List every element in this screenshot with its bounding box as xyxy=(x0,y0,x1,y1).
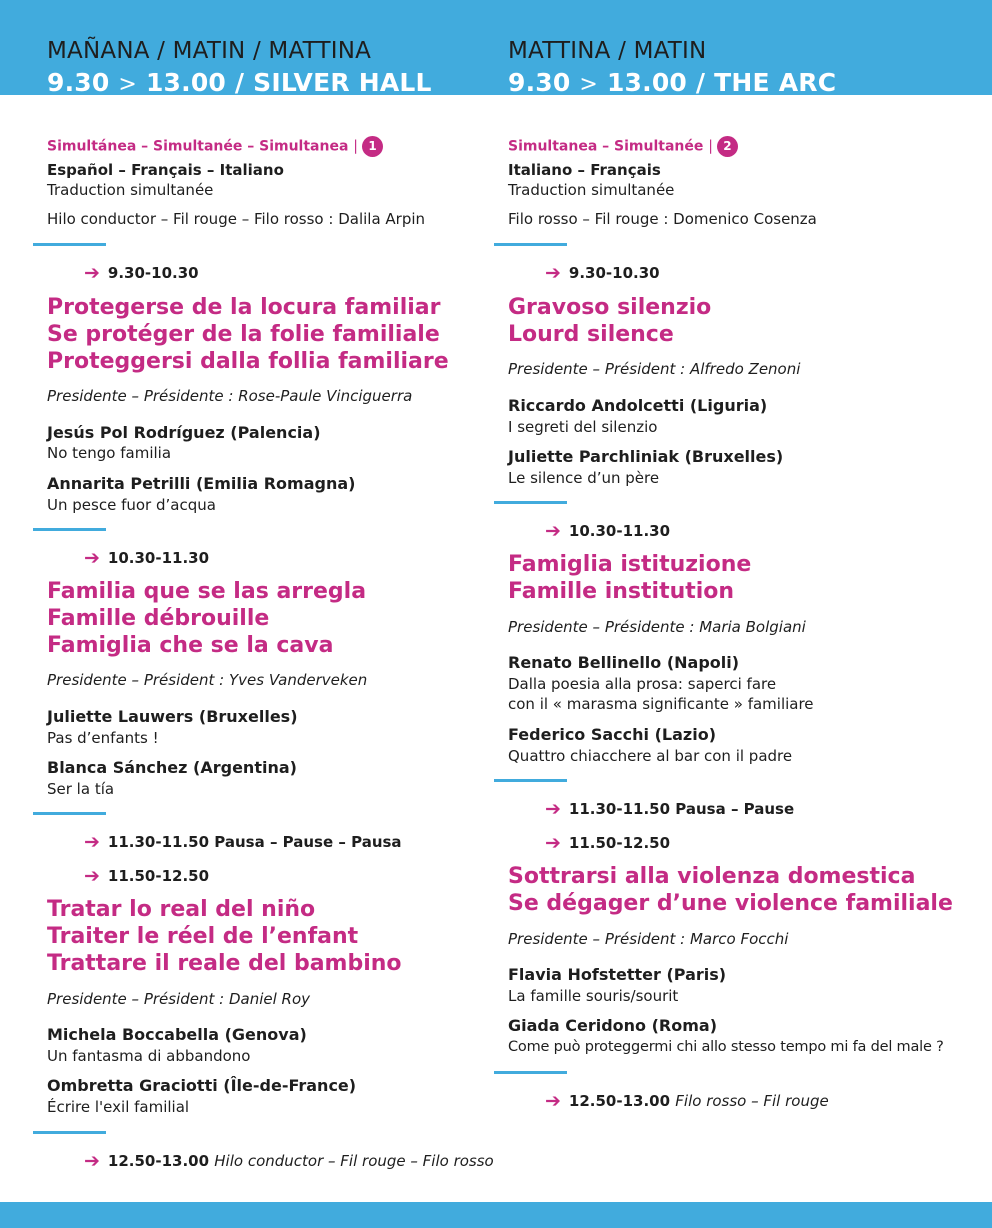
divider xyxy=(33,243,106,246)
talk-title: No tengo familia xyxy=(47,444,172,462)
session-title: Gravoso silenzio Lourd silence xyxy=(508,295,712,347)
arrow-right-icon: ➔ xyxy=(545,832,561,854)
session-president: Presidente – Présidente : Rose-Paule Vinciguerra xyxy=(47,387,413,405)
divider xyxy=(494,1071,567,1074)
talk-title: Un fantasma di abbandono xyxy=(47,1047,251,1065)
talk-title: I segreti del silenzio xyxy=(508,418,658,436)
session-president: Presidente – Président : Daniel Roy xyxy=(47,990,311,1008)
session-time: ➔ 9.30-10.30 xyxy=(545,262,660,284)
speaker-name: Juliette Lauwers (Bruxelles) xyxy=(47,707,298,726)
session-president: Presidente – Présidente : Maria Bolgiani xyxy=(508,618,806,636)
talk-title: Écrire l'exil familial xyxy=(47,1098,190,1116)
speaker-name: Renato Bellinello (Napoli) xyxy=(508,653,740,672)
column-header-time-room: 9.30 > 13.00 / THE ARC xyxy=(508,68,837,97)
talk-title: Dalla poesia alla prosa: saperci fare con il « marasma significante » familiare xyxy=(508,675,814,713)
session-title: Famiglia istituzione Famille institution xyxy=(508,552,752,604)
divider xyxy=(494,243,567,246)
talk-title: Un pesce fuor d’acqua xyxy=(47,496,216,514)
session-time: ➔ 9.30-10.30 xyxy=(84,262,199,284)
speaker-name: Giada Ceridono (Roma) xyxy=(508,1016,718,1035)
session-president: Presidente – Président : Marco Focchi xyxy=(508,930,789,948)
speaker-name: Flavia Hofstetter (Paris) xyxy=(508,965,727,984)
session-time: ➔ 10.30-11.30 xyxy=(84,547,210,569)
session-title: Tratar lo real del niño Traiter le réel de l’enfant Trattare il reale del bambino xyxy=(47,897,402,976)
pause-time: ➔ 11.30-11.50 Pausa – Pause xyxy=(545,798,795,820)
arrow-right-icon: ➔ xyxy=(84,547,100,569)
closing-time: ➔ 12.50-13.00 Filo rosso – Fil rouge xyxy=(545,1090,829,1112)
speaker-name: Jesús Pol Rodríguez (Palencia) xyxy=(47,423,321,442)
speaker-name: Juliette Parchliniak (Bruxelles) xyxy=(508,447,784,466)
channel-badge: 1 xyxy=(362,136,383,157)
session-time: ➔ 10.30-11.30 xyxy=(545,520,671,542)
languages: Español – Français – Italiano xyxy=(47,161,284,179)
arrow-right-icon: ➔ xyxy=(545,262,561,284)
translation-note: Traduction simultanée xyxy=(47,181,214,199)
speaker-name: Michela Boccabella (Genova) xyxy=(47,1025,307,1044)
translation-note: Traduction simultanée xyxy=(508,181,675,199)
session-president: Presidente – Président : Yves Vanderveken xyxy=(47,671,368,689)
speaker-name: Riccardo Andolcetti (Liguria) xyxy=(508,396,768,415)
divider xyxy=(33,812,106,815)
session-time: ➔ 11.50-12.50 xyxy=(84,865,210,887)
talk-title: Ser la tía xyxy=(47,780,115,798)
speaker-name: Annarita Petrilli (Emilia Romagna) xyxy=(47,474,356,493)
thread-moderator: Filo rosso – Fil rouge : Domenico Cosenza xyxy=(508,210,817,228)
languages: Italiano – Français xyxy=(508,161,661,179)
talk-title: Pas d’enfants ! xyxy=(47,729,159,747)
simultaneous-label: Simultánea – Simultanée – Simultanea | 1 xyxy=(47,136,383,157)
divider xyxy=(33,528,106,531)
session-president: Presidente – Président : Alfredo Zenoni xyxy=(508,360,801,378)
talk-title: La famille souris/sourit xyxy=(508,987,679,1005)
divider xyxy=(494,779,567,782)
session-time: ➔ 11.50-12.50 xyxy=(545,832,671,854)
speaker-name: Blanca Sánchez (Argentina) xyxy=(47,758,297,777)
thread-moderator: Hilo conductor – Fil rouge – Filo rosso : Dalila Arpin xyxy=(47,210,426,228)
session-title: Sottrarsi alla violenza domestica Se dégager d’une violence familiale xyxy=(508,864,953,916)
column-header-session: MAÑANA / MATIN / MATTINA xyxy=(47,38,372,64)
simultaneous-label: Simultanea – Simultanée | 2 xyxy=(508,136,738,157)
arrow-right-icon: ➔ xyxy=(545,520,561,542)
footer-band xyxy=(0,1202,992,1228)
column-header-time-room: 9.30 > 13.00 / SILVER HALL xyxy=(47,68,432,97)
column-header-session: MATTINA / MATIN xyxy=(508,38,707,64)
arrow-right-icon: ➔ xyxy=(545,1090,561,1112)
session-title: Protegerse de la locura familiar Se protéger de la folie familiale Proteggersi dalla follia familiare xyxy=(47,295,449,374)
talk-title: Quattro chiacchere al bar con il padre xyxy=(508,747,793,765)
speaker-name: Federico Sacchi (Lazio) xyxy=(508,725,716,744)
arrow-right-icon: ➔ xyxy=(84,1150,100,1172)
arrow-right-icon: ➔ xyxy=(545,798,561,820)
pause-time: ➔ 11.30-11.50 Pausa – Pause – Pausa xyxy=(84,831,402,853)
closing-time: ➔ 12.50-13.00 Hilo conductor – Fil rouge – Filo rosso xyxy=(84,1150,494,1172)
arrow-right-icon: ➔ xyxy=(84,831,100,853)
divider xyxy=(33,1131,106,1134)
arrow-right-icon: ➔ xyxy=(84,262,100,284)
channel-badge: 2 xyxy=(717,136,738,157)
divider xyxy=(494,501,567,504)
arrow-right-icon: ➔ xyxy=(84,865,100,887)
speaker-name: Ombretta Graciotti (Île-de-France) xyxy=(47,1076,357,1095)
talk-title: Come può proteggermi chi allo stesso tempo mi fa del male ? xyxy=(508,1039,944,1055)
talk-title: Le silence d’un père xyxy=(508,469,660,487)
session-title: Familia que se las arregla Famille débrouille Famiglia che se la cava xyxy=(47,579,367,658)
